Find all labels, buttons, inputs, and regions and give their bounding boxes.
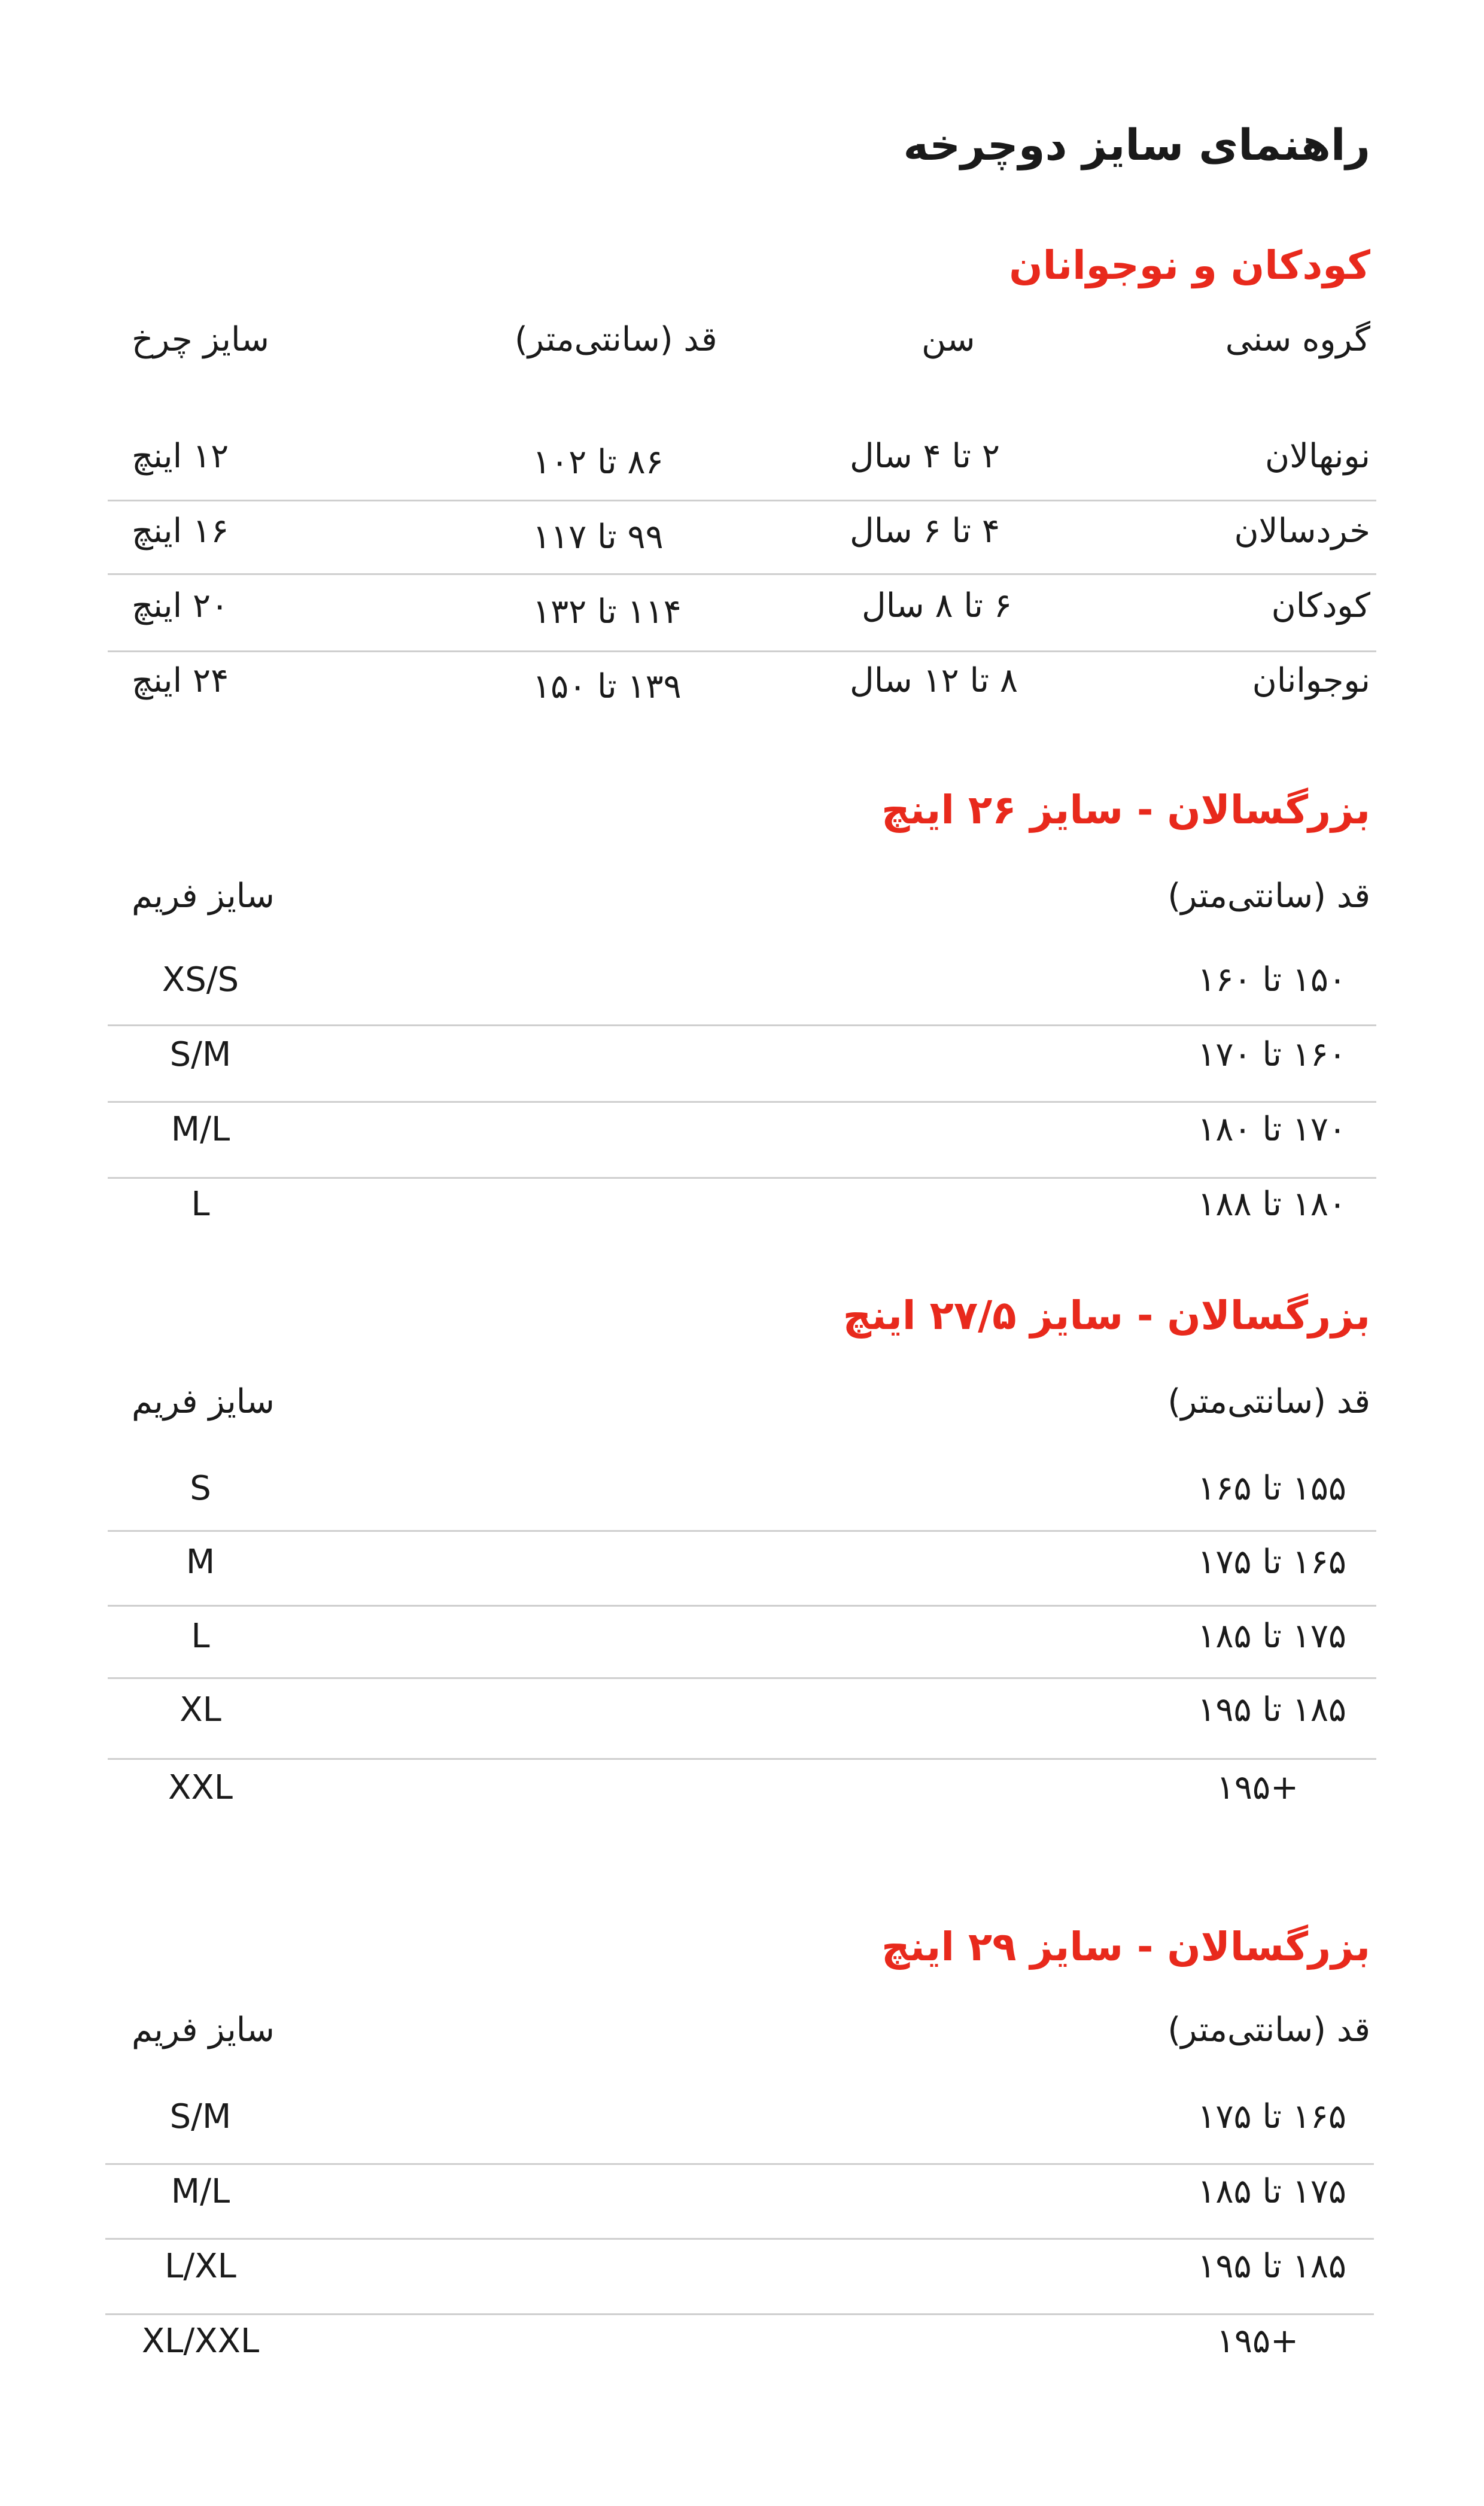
divider xyxy=(108,1024,1376,1026)
kids-section-title: کودکان و نوجوانان xyxy=(1009,242,1370,288)
kids-row-4-group: نوجوانان xyxy=(1252,661,1370,700)
kids-row-3-height: ۱۱۴ تا ۱۳۲ xyxy=(533,592,682,631)
divider xyxy=(108,1177,1376,1179)
kids-row-4-wheel: ۲۴ اینچ xyxy=(132,661,229,700)
divider xyxy=(108,650,1376,652)
adult26-section-title: بزرگسالان - سایز ۲۶ اینچ xyxy=(881,787,1370,833)
adult275-header-height: قد (سانتی‌متر) xyxy=(1167,1382,1370,1421)
kids-row-2-age: ۴ تا ۶ سال xyxy=(850,512,1000,551)
adult29-header-height: قد (سانتی‌متر) xyxy=(1167,2011,1370,2049)
kids-header-age-group: گروه سنی xyxy=(1225,320,1370,359)
kids-row-2-height: ۹۹ تا ۱۱۷ xyxy=(533,518,664,556)
adult275-row-3-height: ۱۷۵ تا ۱۸۵ xyxy=(1197,1617,1346,1656)
adult29-row-3-frame: L/XL xyxy=(165,2247,236,2286)
adult275-row-3-frame: L xyxy=(191,1617,210,1656)
divider xyxy=(105,2163,1374,2165)
adult29-row-1-frame: S/M xyxy=(169,2097,232,2136)
adult26-row-3-height: ۱۷۰ تا ۱۸۰ xyxy=(1197,1110,1346,1149)
adult29-row-2-frame: M/L xyxy=(171,2172,230,2211)
adult29-section-title: بزرگسالان - سایز ۲۹ اینچ xyxy=(881,1924,1370,1970)
divider xyxy=(108,500,1376,501)
divider xyxy=(105,2313,1374,2315)
adult275-row-2-frame: M xyxy=(186,1543,215,1582)
kids-row-1-wheel: ۱۲ اینچ xyxy=(132,437,229,476)
kids-header-height: قد (سانتی‌متر) xyxy=(515,320,717,359)
kids-row-3-wheel: ۲۰ اینچ xyxy=(132,586,229,625)
adult26-header-frame: سایز فریم xyxy=(132,877,275,916)
kids-row-2-wheel: ۱۶ اینچ xyxy=(132,512,229,551)
adult275-row-5-height: +۱۹۵ xyxy=(1216,1768,1298,1807)
adult275-row-1-height: ۱۵۵ تا ۱۶۵ xyxy=(1197,1469,1346,1508)
divider xyxy=(108,573,1376,575)
adult26-row-1-frame: XS/S xyxy=(162,960,239,999)
adult29-row-2-height: ۱۷۵ تا ۱۸۵ xyxy=(1197,2172,1346,2211)
divider xyxy=(108,1677,1376,1679)
divider xyxy=(108,1101,1376,1103)
kids-row-2-group: خردسالان xyxy=(1234,512,1370,551)
adult29-row-4-height: +۱۹۵ xyxy=(1216,2322,1298,2361)
divider xyxy=(108,1605,1376,1607)
adult275-header-frame: سایز فریم xyxy=(132,1382,275,1421)
adult29-row-3-height: ۱۸۵ تا ۱۹۵ xyxy=(1197,2247,1346,2286)
kids-row-3-age: ۶ تا ۸ سال xyxy=(862,586,1012,625)
adult275-section-title: بزرگسالان - سایز ۲۷/۵ اینچ xyxy=(843,1292,1370,1339)
kids-row-4-age: ۸ تا ۱۲ سال xyxy=(850,661,1018,700)
kids-header-age: سن xyxy=(922,320,975,359)
kids-row-4-height: ۱۳۹ تا ۱۵۰ xyxy=(533,667,682,706)
adult275-row-4-frame: XL xyxy=(180,1690,221,1729)
kids-header-wheel-size: سایز چرخ xyxy=(132,320,269,359)
adult26-header-height: قد (سانتی‌متر) xyxy=(1167,877,1370,916)
kids-row-1-group: نونهالان xyxy=(1264,437,1370,476)
adult26-row-2-height: ۱۶۰ تا ۱۷۰ xyxy=(1197,1035,1346,1074)
adult26-row-4-height: ۱۸۰ تا ۱۸۸ xyxy=(1197,1185,1346,1224)
adult29-row-4-frame: XL/XXL xyxy=(141,2322,260,2361)
adult26-row-1-height: ۱۵۰ تا ۱۶۰ xyxy=(1197,960,1346,999)
adult29-row-1-height: ۱۶۵ تا ۱۷۵ xyxy=(1197,2097,1346,2136)
divider xyxy=(108,1530,1376,1532)
adult275-row-5-frame: XXL xyxy=(168,1768,233,1807)
divider xyxy=(105,2238,1374,2240)
adult26-row-4-frame: L xyxy=(191,1185,210,1224)
adult275-row-1-frame: S xyxy=(190,1469,211,1508)
divider xyxy=(108,1758,1376,1760)
adult26-row-2-frame: S/M xyxy=(169,1035,232,1074)
adult26-row-3-frame: M/L xyxy=(171,1110,230,1149)
page-title: راهنمای سایز دوچرخه xyxy=(903,120,1370,170)
adult275-row-2-height: ۱۶۵ تا ۱۷۵ xyxy=(1197,1543,1346,1582)
adult29-header-frame: سایز فریم xyxy=(132,2011,275,2049)
adult275-row-4-height: ۱۸۵ تا ۱۹۵ xyxy=(1197,1690,1346,1729)
kids-row-3-group: کودکان xyxy=(1271,586,1370,625)
kids-row-1-age: ۲ تا ۴ سال xyxy=(850,437,1000,476)
kids-row-1-height: ۸۶ تا ۱۰۲ xyxy=(533,443,664,482)
